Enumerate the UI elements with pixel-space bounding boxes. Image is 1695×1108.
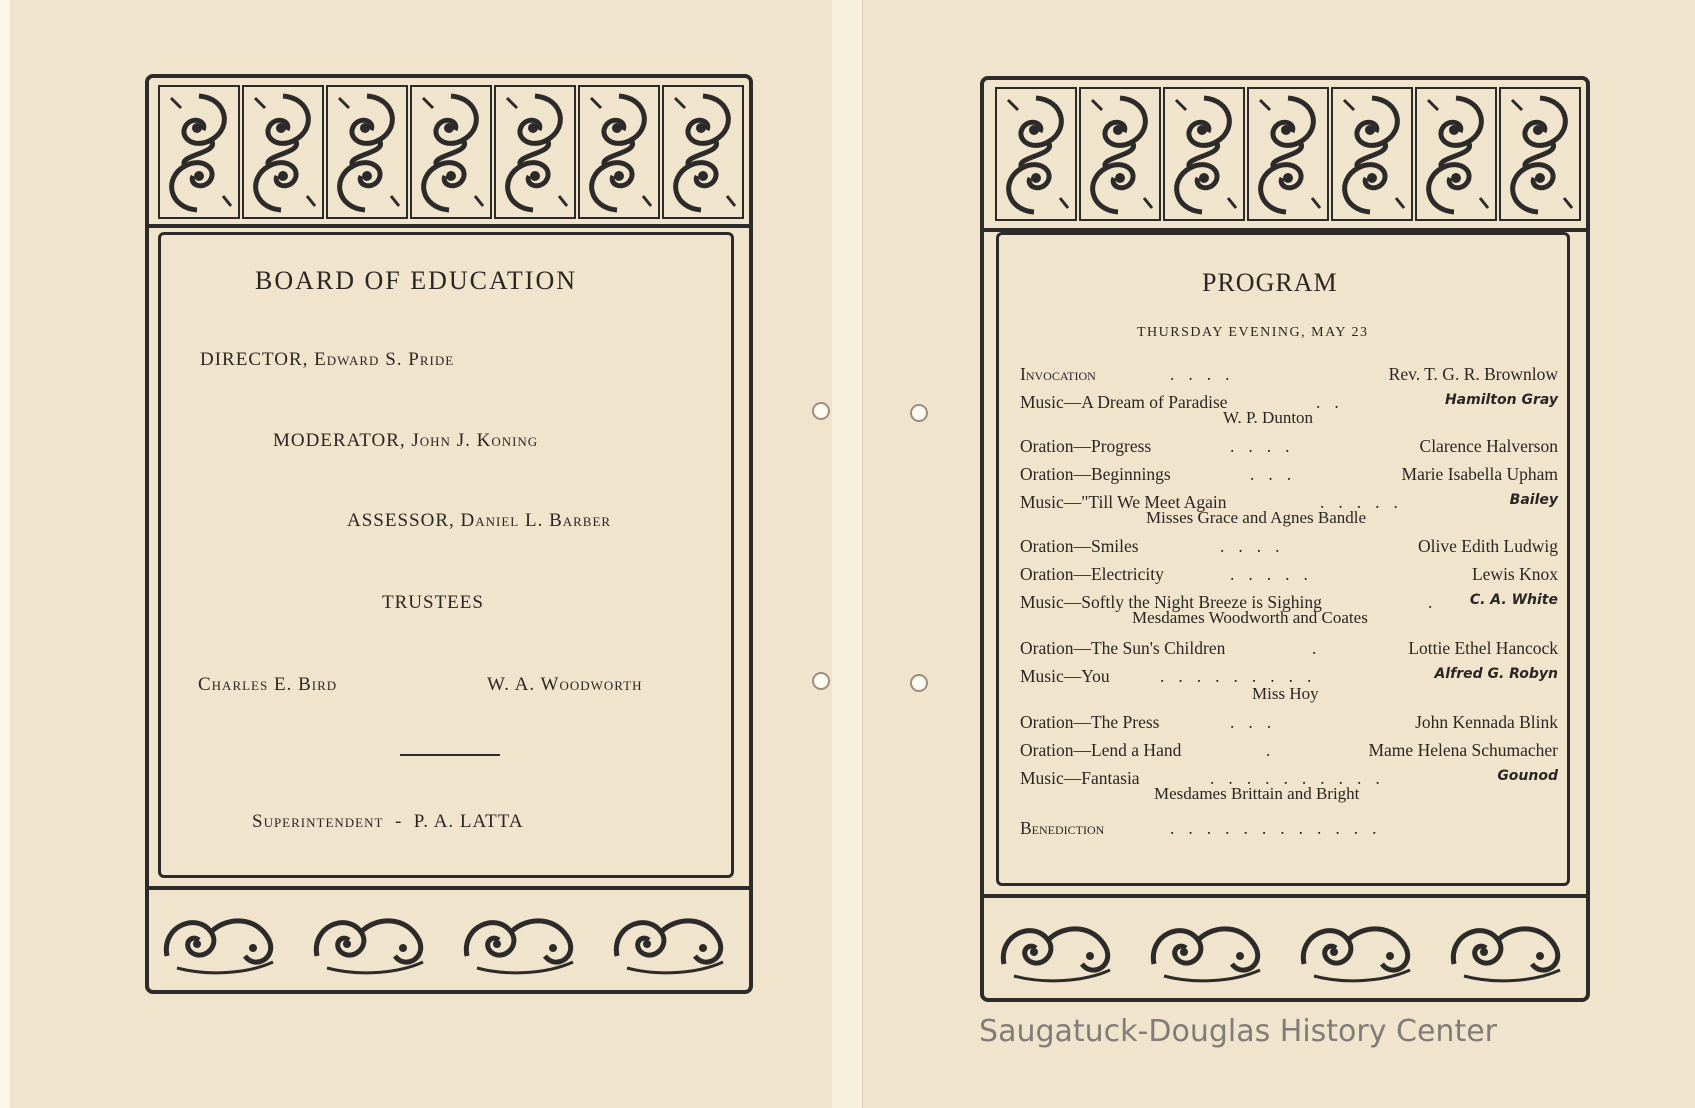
- program-item-performer: Rev. T. G. R. Brownlow: [1388, 364, 1558, 384]
- scroll-ornament-icon: [988, 904, 1582, 990]
- leader-dots: ....: [1220, 536, 1294, 556]
- scroll-ornament-icon: [988, 86, 1582, 226]
- top-ornament-band: [988, 86, 1582, 226]
- program-item: [1020, 638, 1558, 660]
- program-item-title: Oration—The Press: [1020, 712, 1160, 732]
- leader-dots: .....: [1230, 564, 1322, 584]
- superintendent-name: P. A. LATTA: [413, 811, 524, 832]
- leader-dots: ..........: [1210, 768, 1394, 788]
- program-item-performer: Marie Isabella Upham: [1401, 464, 1558, 484]
- leader-dots: ....: [1230, 436, 1304, 456]
- leader-dots: ............: [1170, 818, 1391, 838]
- board-title: BOARD OF EDUCATION: [255, 266, 578, 295]
- superintendent-dash: -: [394, 811, 403, 832]
- trustees-heading: TRUSTEES: [382, 592, 484, 613]
- superintendent-role: Superintendent: [252, 811, 384, 832]
- program-item-performer: Mesdames Woodworth and Coates: [1132, 608, 1368, 627]
- center-fold: [832, 0, 862, 1108]
- program-item-title: Oration—The Sun's Children: [1020, 638, 1226, 658]
- program-item-performer: Mesdames Brittain and Bright: [1154, 784, 1360, 803]
- page-edge: [0, 0, 10, 1108]
- program-item-performer: Clarence Halverson: [1419, 436, 1558, 456]
- binding-hole: [910, 674, 928, 692]
- superintendent-line: [252, 811, 524, 833]
- program-item-performer: W. P. Dunton: [1223, 408, 1314, 427]
- moderator-name: John J. Koning: [411, 430, 539, 451]
- program-item-performer: Miss Hoy: [1252, 684, 1319, 703]
- program-item-title: Music—A Dream of Paradise: [1020, 392, 1228, 412]
- program-item-performer: Lewis Knox: [1471, 564, 1558, 584]
- program-item: [1020, 564, 1558, 586]
- leader-dots: .....: [1320, 492, 1412, 512]
- leader-dots: .: [1266, 740, 1285, 760]
- program-item-title: Oration—Progress: [1020, 436, 1152, 456]
- program-item-title: Oration—Electricity: [1020, 564, 1164, 584]
- moderator-role: MODERATOR,: [273, 430, 406, 451]
- bottom-ornament-band: [988, 904, 1582, 990]
- program-item-title: Music—"Till We Meet Again: [1020, 492, 1227, 512]
- leader-dots: .: [1428, 592, 1447, 612]
- program-list: [1020, 364, 1558, 844]
- scroll-ornament-icon: [153, 896, 745, 982]
- trustee-name: W. A. Woodworth: [487, 674, 643, 695]
- program-item-title: Music—Softly the Night Breeze is Sighing: [1020, 592, 1322, 612]
- program-item-title: Music—You: [1020, 666, 1110, 686]
- program-item-composer: Gounod: [1497, 768, 1558, 784]
- program-item-performer: Olive Edith Ludwig: [1418, 536, 1558, 556]
- assessor-line: [347, 510, 611, 532]
- leader-dots: .........: [1160, 666, 1326, 686]
- assessor-name: Daniel L. Barber: [460, 510, 612, 531]
- program-item-composer: Alfred G. Robyn: [1434, 666, 1558, 682]
- bottom-divider: [149, 886, 749, 890]
- program-item-performer: Lottie Ethel Hancock: [1408, 638, 1558, 658]
- trustee-name: Charles E. Bird: [198, 674, 338, 695]
- watermark: Saugatuck-Douglas History Center: [979, 1014, 1497, 1049]
- director-name: Edward S. Pride: [314, 349, 455, 370]
- program-item-title: Oration—Smiles: [1020, 536, 1139, 556]
- program-title: PROGRAM: [1202, 268, 1338, 297]
- bottom-ornament-band: [153, 896, 745, 982]
- program-item: [1020, 740, 1558, 762]
- program-item-title: Oration—Lend a Hand: [1020, 740, 1182, 760]
- program-date: THURSDAY EVENING, MAY 23: [1137, 325, 1369, 340]
- director-role: DIRECTOR,: [200, 349, 309, 370]
- program-item-composer: C. A. White: [1469, 592, 1558, 608]
- left-text-panel: [158, 232, 734, 878]
- program-item: [1020, 436, 1558, 458]
- program-item: [1020, 818, 1558, 840]
- program-item-performer: Mame Helena Schumacher: [1368, 740, 1558, 760]
- top-ornament-band: [153, 84, 745, 222]
- program-item: [1020, 536, 1558, 558]
- program-item-composer: Hamilton Gray: [1444, 392, 1558, 408]
- scroll-ornament-icon: [153, 84, 745, 222]
- program-item-performer: Misses Grace and Agnes Bandle: [1146, 508, 1367, 527]
- director-line: [200, 349, 454, 371]
- leader-dots: ..: [1316, 392, 1353, 412]
- top-divider: [149, 224, 749, 228]
- program-item-title: Music—Fantasia: [1020, 768, 1140, 788]
- bottom-divider: [984, 894, 1586, 898]
- leader-dots: ...: [1230, 712, 1286, 732]
- program-item-title: Benediction: [1020, 818, 1105, 838]
- program-item-performer: John Kennada Blink: [1415, 712, 1558, 732]
- program-item: [1020, 364, 1558, 386]
- binding-hole: [812, 672, 830, 690]
- program-item: [1020, 464, 1558, 486]
- leader-dots: ....: [1170, 364, 1244, 384]
- leader-dots: .: [1312, 638, 1331, 658]
- binding-hole: [910, 404, 928, 422]
- program-item-title: Oration—Beginnings: [1020, 464, 1171, 484]
- program-item-title: Invocation: [1020, 364, 1096, 384]
- assessor-role: ASSESSOR,: [347, 510, 455, 531]
- binding-hole: [812, 402, 830, 420]
- moderator-line: [273, 430, 538, 452]
- leader-dots: ...: [1250, 464, 1306, 484]
- program-item-composer: Bailey: [1509, 492, 1558, 508]
- program-item: [1020, 712, 1558, 734]
- short-divider: [400, 754, 500, 756]
